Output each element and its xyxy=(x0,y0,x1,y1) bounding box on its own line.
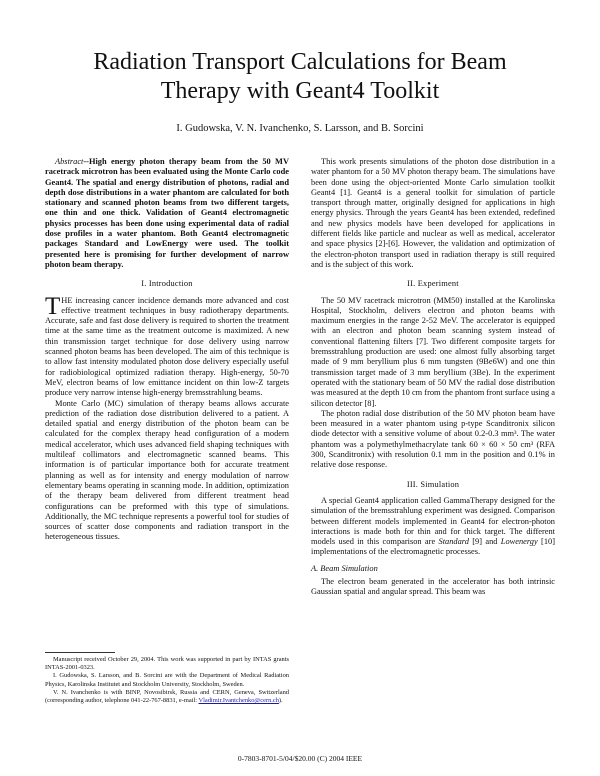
copyright-footer: 0-7803-8701-5/04/$20.00 (C) 2004 IEEE xyxy=(237,754,363,763)
abstract-label: Abstract xyxy=(55,157,84,166)
footnotes xyxy=(45,652,289,705)
drop-cap: T xyxy=(45,292,61,320)
simulation-paragraph-1 xyxy=(311,496,555,558)
section-heading-simulation: III. Simulation xyxy=(406,479,460,489)
footnote-affiliation-2-text: V. N. Ivanchenko is with BINP, Novosibirsk, Russia and CERN, Geneva, Switzerland (corresponding author, telephone 041-22-767-8831, e-mail: xyxy=(45,688,289,705)
abstract xyxy=(45,157,289,270)
left-column xyxy=(45,157,289,543)
abstract-text: --High energy photon therapy beam from the 50 MV racetrack microtron has been evaluated using the Monte Carlo code Geant4. The spatial and energy distribution of photons, radial and depth dose distributions in a water phantom are calculated for both stationary and scanned photon beams from two different targets, one thin and one thick. Validation of Geant4 electromagnetic physics processes has been done using experimental data of radial dose profiles in a water phantom. Both Geant4 electromagnetic packages Standard and LowEnergy were used. The toolkit presented here is promising for further development of narrow photon beam therapy. xyxy=(45,157,289,269)
intro-paragraph-3: This work presents simulations of the photon dose distribution in a water phantom for a 50 MV photon therapy beam. The simulations have been done using the object-oriented Monte Carlo simulation toolkit Geant4 [1]. Geant4 is a general toolkit for simulation of particle transport through matter, originally designed for applications in high energy physics. Through the years Geant4 has been extended, redefined and new physics models have been developed for applications in different fields like particle and nuclear as well as medical, accelerator and space physics [2]-[6]. However, the validation and optimization of the electron-photon transport used in radiation therapy is still required and is the subject of this work. xyxy=(311,157,555,269)
intro-paragraph-1 xyxy=(45,292,289,399)
footnote-affiliation-1: I. Gudowska, S. Larsson, and B. Sorcini are with the Department of Medical Radiation Physics, Karolinska Institutet and Stockholm University, Stockholm, Sweden. xyxy=(45,672,289,688)
experiment-paragraph-2: The photon radial dose distribution of the 50 MV photon beam have been measured in a water phantom using p-type Scanditronix silicon diode detector with a sensitive volume of about 0.2-0.3 mm³. The water phantom was a polymethylmethacrylate tank 60 × 60 × 50 cm³ (RFA 300, Scanditronix) with resolution 0.1 mm in the position and 0.1% in relative dose response. xyxy=(311,408,555,470)
subsection-heading-beam-simulation: A. Beam Simulation xyxy=(311,563,378,573)
simulation-p1-b: [9] and xyxy=(468,537,501,547)
intro-paragraph-1-text: HE increasing cancer incidence demands more advanced and cost effective treatment techniques in busy radiotherapy departments. Accurate, safe and fast dose delivery is required to shorten the treatment time at the same time as the treatment outcome is maximized. A new thin transmission target technique for dose delivery using narrow scanned photon beams has been developed. The aim of this technique is to allow fast intensity modulated photon dose delivery especially useful for radiobiological optimized radiation therapy. High-energy, 50-70 MeV, electron beams of low emittance incident on thin low-Z targets produce very narrow intense high-energy bremsstrahlung beams. xyxy=(45,295,289,398)
footnote-affiliation-2-end: ). xyxy=(278,697,283,705)
experiment-paragraph-1: The 50 MV racetrack microtron (MM50) installed at the Karolinska Hospital, Stockholm, delivers electron and photon beams with maximum energies in the range 2-52 MeV. The accelerator is equipped with an electron and photon beam scanning system instead of conventional flattening filters [7]. Two different composite targets for bremsstrahlung production are used: one almost fully absorbing target made of 9 mm beryllium plus 6 mm tungsten (9Be6W) and one thin transmission target made of 3 mm beryllium (3Be). In the experiment operated with the stationary beam of 50 MV the radial dose distribution was measured at the depth 10 cm from the phantom front surface using a silicon detector [8]. xyxy=(311,295,555,408)
simulation-p1-a: A special Geant4 application called GammaTherapy designed for the simulation of the bremsstrahlung experiment was designed. Comparison between different models implemented in Geant4 for electron-photon interactions is made both for thin and for thick target. The different models used in this comparison are xyxy=(311,495,555,547)
simulation-paragraph-2: The electron beam generated in the accelerator has both intrinsic Gaussian spatial and angular spread. This beam was xyxy=(311,576,555,597)
footnote-affiliation-2 xyxy=(45,689,289,705)
simulation-p1-c: [10] implementations of the electromagnetic processes. xyxy=(311,537,555,557)
lowenergy-package: Lowenergy xyxy=(500,537,538,547)
paper-title: Radiation Transport Calculations for Beam Therapy with Geant4 Toolkit xyxy=(93,49,507,104)
standard-package: Standard xyxy=(438,537,469,547)
footnote-manuscript: Manuscript received October 29, 2004. This work was supported in part by INTAS grants INTAS-2001-0323. xyxy=(45,656,289,672)
section-heading-experiment: II. Experiment xyxy=(407,279,459,289)
email-link[interactable]: Vladimir.Ivantchenko@cern.ch xyxy=(198,697,279,705)
intro-paragraph-2: Monte Carlo (MC) simulation of therapy beams allows accurate prediction of the radiation dose distribution delivered to a patient. A detailed spatial and energy distribution of the photon beam can be calculated for the complex therapy head configuration of a modern medical accelerator, which uses advanced field shaping techniques with multileaf collimators and electromagnetic scanned beams. This information is of particular importance both for accurate treatment planning as well as for intensity and energy modulation of narrow elementary beams operating in scanning mode. In addition, optimization of the therapy beam delivered from different treatment head configurations can be preformed with this type of simulations. Additionally, the MC technique represents a powerful tool for studies of sources of scatter dose components and radiation transport in the heterogeneous tissues. xyxy=(45,398,289,542)
author-list: I. Gudowska, V. N. Ivanchenko, S. Larsson, and B. Sorcini xyxy=(176,123,424,134)
right-column xyxy=(311,157,555,598)
section-heading-introduction: I. Introduction xyxy=(141,279,193,289)
footnote-rule xyxy=(45,652,115,653)
